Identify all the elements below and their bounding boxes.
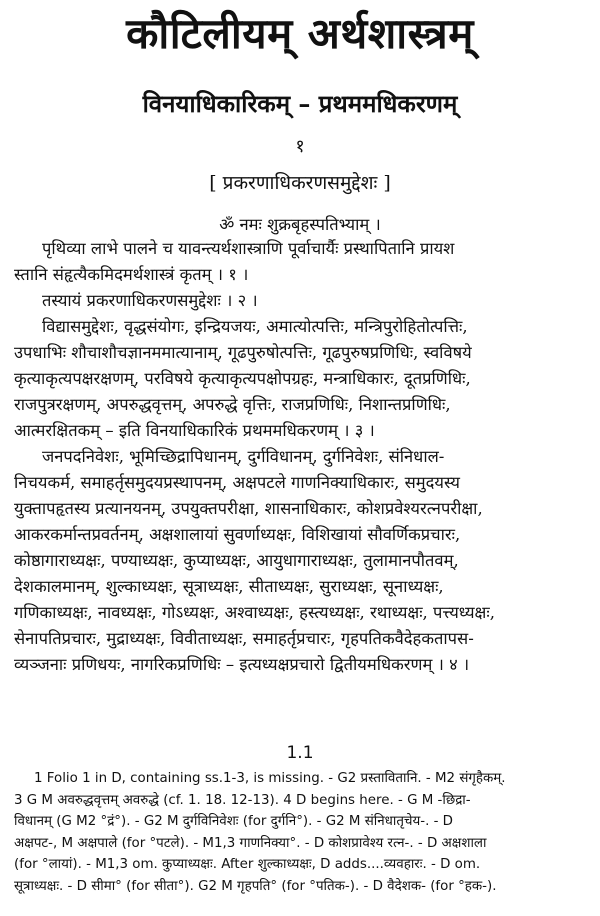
text-line: व्यञ्जनाः प्रणिधयः, नागरिकप्रणिधिः – इत्यध्यक्षप्रचारो द्वितीयमधिकरणम् । ४ । [14,655,470,674]
text-line: आत्मरक्षितकम् – इति विनयाधिकारिकं प्रथममधिकरणम् । ३ । [14,421,375,440]
text-line: युक्तापहृतस्य प्रत्यानयनम्, उपयुक्तपरीक्षा, शासनाधिकारः, कोशप्रवेश्यरत्नपरीक्षा, [14,499,483,518]
footnote-line: 1 Folio 1 in D, containing ss.1-3, is missing. - G2 प्रस्तावितानि. - M2 संगृहैकम्. [34,771,506,786]
text-line: पृथिव्या लाभे पालने च यावन्त्यर्थशास्त्राणि पूर्वाचार्यैः प्रस्थापितानि प्रायश [42,239,455,258]
invocation-line: ॐ नमः शुक्रबृहस्पतिभ्याम् । [219,215,381,234]
footnote-line: (for °लायां). - M1,3 om. कुप्याध्यक्षः. After शुल्काध्यक्षः, D adds....व्यवहारः. - D om. [14,857,481,872]
text-line: सेनापतिप्रचारः, मुद्राध्यक्षः, विवीताध्यक्षः, समाहर्तृप्रचारः, गृहपतिकवैदेहकतापस- [14,629,474,648]
text-line: गणिकाध्यक्षः, नावध्यक्षः, गोऽध्यक्षः, अश्वाध्यक्षः, हस्त्यध्यक्षः, रथाध्यक्षः, पत्त्यध्यक्षः, [14,603,495,622]
text-line: तस्यायं प्रकरणाधिकरणसमुद्देशः । २ । [42,291,258,310]
footnote-heading: 1.1 [286,743,314,763]
footnote-line: अक्षपट-, M अक्षपाले (for °पटले). - M1,3 गाणनिक्या°. - D कोशप्रावेश्य रत्न-. - D अक्षशाला [14,835,487,851]
text-line: कोष्ठागाराध्यक्षः, पण्याध्यक्षः, कुप्याध्यक्षः, आयुधागाराध्यक्षः, तुलामानपौतवम्, [14,551,459,570]
section-heading: [ प्रकरणाधिकरणसमुद्देशः ] [209,172,391,194]
text-line: देशकालमानम्, शुल्काध्यक्षः, सूत्राध्यक्षः, सीताध्यक्षः, सुराध्यक्षः, सूनाध्यक्षः, [14,577,444,596]
chapter-number: १ [295,136,305,157]
footnote-line: सूत्राध्यक्षः. - D सीमा° (for सीता°). G2 M गृहपति° (for °पतिक-). - D वैदेशक- (for °हक-). [14,878,497,894]
text-line: उपधाभिः शौचाशौचज्ञानममात्यानाम्, गूढपुरुषोत्पत्तिः, गूढपुरुषप्रणिधिः, स्वविषये [14,343,472,362]
book-title: कौटिलीयम् अर्थशास्त्रम् [126,9,474,58]
text-line: राजपुत्ररक्षणम्, अपरुद्धवृत्तम्, अपरुद्धे वृत्तिः, राजप्रणिधिः, निशान्तप्रणिधिः, [14,395,451,414]
footnote-line: 3 G M अवरुद्धवृत्तम् अवरुद्धे (cf. 1. 18. 12-13). 4 D begins here. - G M -छिद्रा- [14,792,471,808]
text-line: आकरकर्मान्तप्रवर्तनम्, अक्षशालायां सुवर्णाध्यक्षः, विशिखायां सौवर्णिकप्रचारः, [14,525,461,544]
footnote-line: विधानम् (G M2 °द्रं°). - G2 M दुर्गविनिवेशः (for दुर्गनि°). - G2 M संनिधातृचेय-. - D [14,814,453,829]
footnotes [14,768,594,897]
text-line: विद्यासमुद्देशः, वृद्धसंयोगः, इन्द्रियजयः, अमात्योत्पत्तिः, मन्त्रिपुरोहितोत्पत्तिः, [42,317,468,336]
text-line: जनपदनिवेशः, भूमिच्छिद्रापिधानम्, दुर्गविधानम्, दुर्गनिवेशः, संनिधाल- [42,447,445,466]
text-line: स्तानि संहृत्यैकमिदमर्थशास्त्रं कृतम् । १ । [14,265,249,284]
text-line: कृत्याकृत्यपक्षरक्षणम्, परविषये कृत्याकृत्यपक्षोपग्रहः, मन्त्राधिकारः, दूतप्रणिधिः, [14,369,471,388]
main-text [14,236,594,678]
book-subtitle: विनयाधिकारिकम् – प्रथममधिकरणम् [142,89,458,118]
text-line: निचयकर्म, समाहर्तृसमुदयप्रस्थापनम्, अक्षपटले गाणनिक्याधिकारः, समुदयस्य [14,473,460,492]
